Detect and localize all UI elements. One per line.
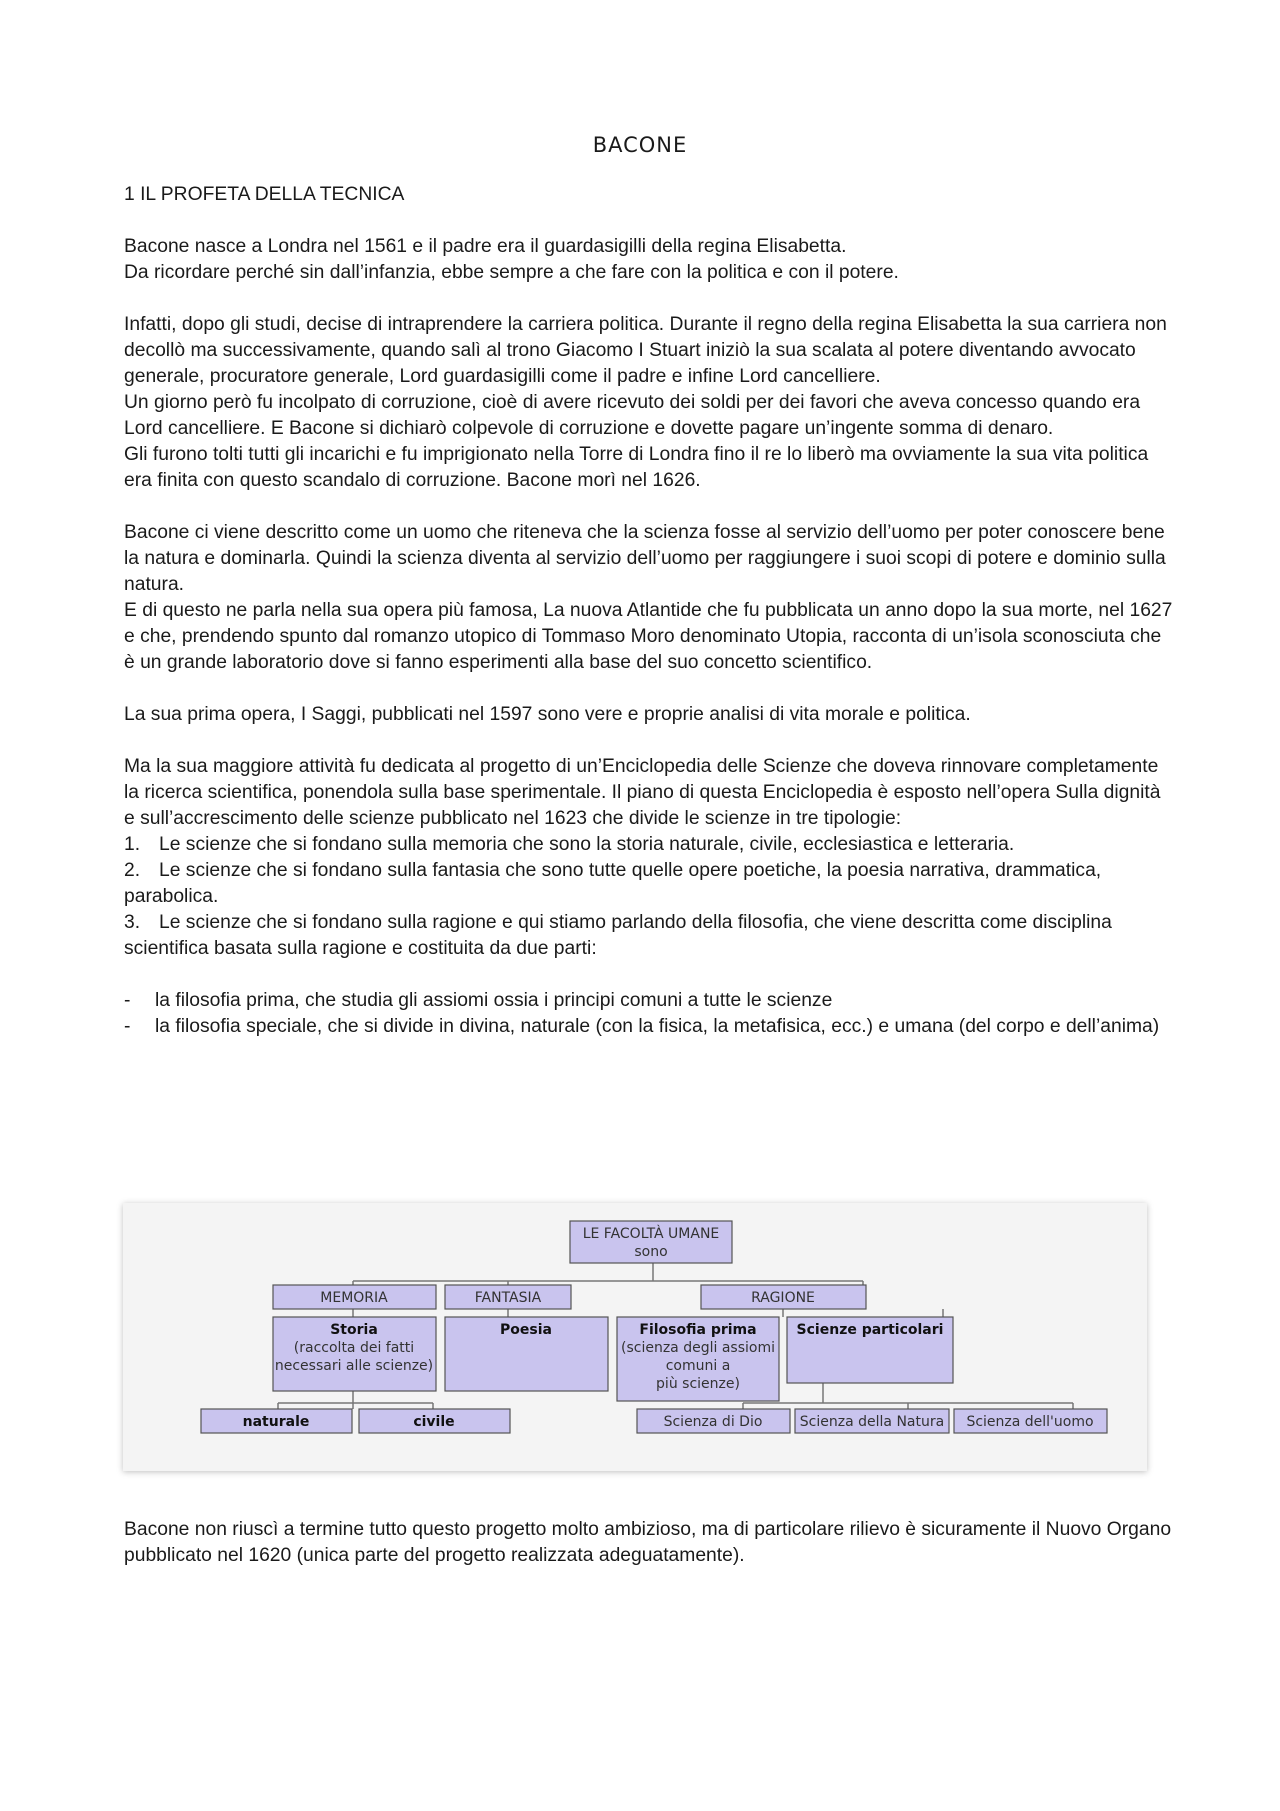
scienza-dell-uomo-node	[954, 1409, 1107, 1433]
list-item: - la filosofia speciale, che si divide in divina, naturale (con la fisica, la metafisica, ecc.) e umana (del corpo e dell’anima)	[124, 1016, 1160, 1037]
svg-text:MEMORIA: MEMORIA	[320, 1290, 388, 1306]
memoria-node	[273, 1285, 436, 1309]
svg-text:LE FACOLTÀ UMANE: LE FACOLTÀ UMANE	[582, 1226, 720, 1242]
paragraph: La sua prima opera, I Saggi, pubblicati nel 1597 sono vere e proprie analisi di vita morale e politica.	[124, 704, 971, 725]
svg-text:(scienza degli assiomi: (scienza degli assiomi	[621, 1340, 775, 1356]
list-item: 3. Le scienze che si fondano sulla ragione e qui stiamo parlando della filosofia, che viene descritta come disciplina scientifica basata sulla ragione e costituita da due parti:	[124, 912, 1112, 959]
paragraphs	[124, 234, 1174, 832]
paragraph: Bacone ci viene descritto come un uomo che riteneva che la scienza fosse al servizio dell’uomo per poter conoscere bene la natura e dominarla. Quindi la scienza diventa al servizio dell’uomo per raggiungere i suoi scopi di potere e dominio sulla natura. E di questo ne parla nella sua opera più famosa, La nuova Atlantide che fu pubblicata un anno dopo la sua morte, nel 1627 e che, prendendo spunto dal romanzo utopico di Tommaso Moro denominato Utopia, racconta di un’isola sconosciuta che è un grande laboratorio dove si fanno esperimenti alla base del suo concetto scientifico.	[124, 522, 1173, 673]
svg-text:Filosofia prima: Filosofia prima	[639, 1322, 757, 1338]
section-heading: 1 IL PROFETA DELLA TECNICA	[124, 184, 405, 205]
dash-list	[124, 988, 1174, 1040]
ragione-node	[701, 1285, 866, 1309]
fantasia-node	[445, 1285, 571, 1309]
svg-text:comuni a: comuni a	[665, 1358, 731, 1374]
naturale-node	[201, 1409, 352, 1433]
poesia-node	[445, 1317, 608, 1391]
paragraph: Ma la sua maggiore attività fu dedicata al progetto di un’Enciclopedia delle Scienze che doveva rinnovare completamente la ricerca scientifica, ponendola sulla base sperimentale. Il piano di questa Enciclopedia è esposto nell’opera Sulla dignità e sull’accrescimento delle scienze pubblicato nel 1623 che divide le scienze in tre tipologie:	[124, 756, 1161, 829]
svg-text:(raccolta dei fatti: (raccolta dei fatti	[293, 1340, 415, 1356]
closing-text	[124, 1517, 1174, 1569]
civile-node	[359, 1409, 510, 1433]
closing-paragraph: Bacone non riuscì a termine tutto questo progetto molto ambizioso, ma di particolare rilievo è sicuramente il Nuovo Organo pubblicato nel 1620 (unica parte del progetto realizzata adeguatamente).	[124, 1519, 1172, 1566]
scienza-della-natura-node	[795, 1409, 949, 1433]
svg-text:Scienza della Natura: Scienza della Natura	[799, 1414, 945, 1430]
paragraph: Bacone nasce a Londra nel 1561 e il padre era il guardasigilli della regina Elisabetta. Da ricordare perché sin dall’infanzia, ebbe sempre a che fare con la politica e con il potere.	[124, 236, 899, 283]
svg-text:Scienza di Dio: Scienza di Dio	[663, 1414, 763, 1430]
svg-text:RAGIONE: RAGIONE	[751, 1290, 815, 1306]
svg-text:sono: sono	[634, 1244, 668, 1260]
svg-text:Scienze particolari: Scienze particolari	[796, 1322, 944, 1338]
storia-node	[273, 1317, 436, 1391]
list-item: - la filosofia prima, che studia gli assiomi ossia i principi comuni a tutte le scienze	[124, 990, 833, 1011]
svg-text:Storia: Storia	[330, 1322, 378, 1338]
root-node	[570, 1221, 732, 1263]
svg-text:naturale: naturale	[242, 1414, 310, 1430]
paragraph: Infatti, dopo gli studi, decise di intraprendere la carriera politica. Durante il regno della regina Elisabetta la sua carriera non decollò ma successivamente, quando salì al trono Giacomo I Stuart iniziò la sua scalata al potere diventando avvocato generale, procuratore generale, Lord guardasigilli come il padre e infine Lord cancelliere. Un giorno però fu incolpato di corruzione, cioè di avere ricevuto dei soldi per dei favori che aveva concesso quando era Lord cancelliere. E Bacone si dichiarò colpevole di corruzione e dovette pagare un’ingente somma di denaro. Gli furono tolti tutti gli incarichi e fu imprigionato nella Torre di Londra fino il re lo liberò ma ovviamente la sua vita politica era finita con questo scandalo di corruzione. Bacone morì nel 1626.	[124, 314, 1167, 491]
svg-text:Scienza dell'uomo: Scienza dell'uomo	[966, 1414, 1094, 1430]
svg-text:più scienze): più scienze)	[656, 1376, 740, 1392]
faculties-diagram	[123, 1203, 1147, 1471]
svg-text:civile: civile	[413, 1414, 455, 1430]
svg-text:Poesia: Poesia	[500, 1322, 552, 1338]
document-title: BACONE	[592, 133, 688, 157]
filosofia-prima-node	[617, 1317, 779, 1401]
svg-text:FANTASIA: FANTASIA	[474, 1290, 542, 1306]
list-item: 1. Le scienze che si fondano sulla memoria che sono la storia naturale, civile, ecclesiastica e letteraria.	[124, 834, 1015, 855]
svg-text:necessari alle scienze): necessari alle scienze)	[274, 1358, 434, 1374]
body-text	[124, 182, 1174, 1040]
scienza-di-dio-node	[637, 1409, 790, 1433]
numbered-list	[124, 832, 1174, 962]
list-item: 2. Le scienze che si fondano sulla fantasia che sono tutte quelle opere poetiche, la poesia narrativa, drammatica, parabolica.	[124, 860, 1102, 907]
scienze-particolari-node	[787, 1317, 953, 1383]
